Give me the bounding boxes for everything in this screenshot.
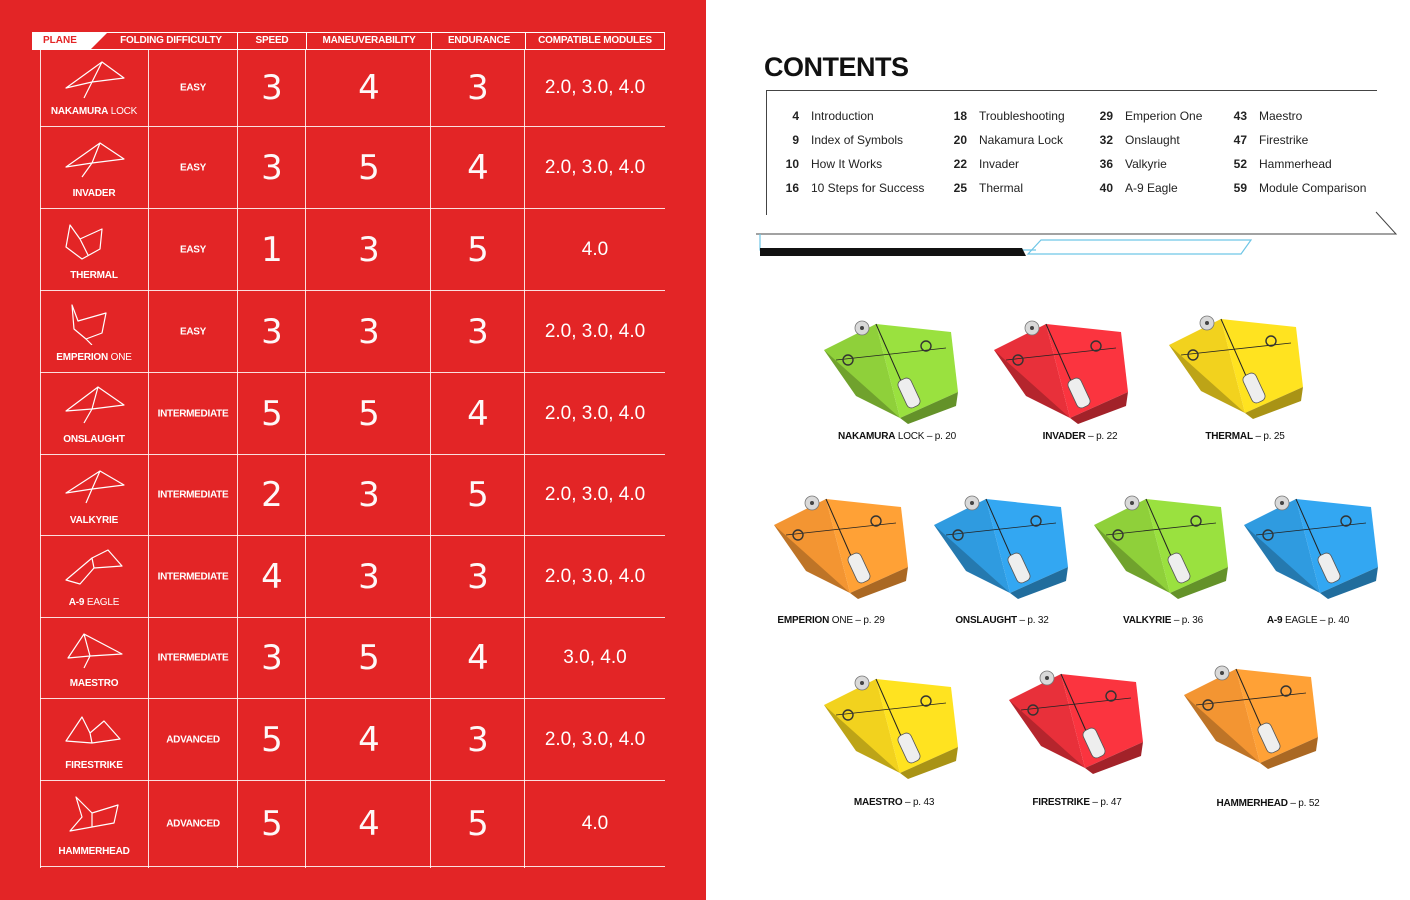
toc-page-number: 20 — [953, 133, 967, 147]
endurance-rating: 5 — [467, 229, 489, 270]
toc-page-number: 18 — [953, 109, 967, 123]
plane-cell — [40, 291, 148, 372]
plane-cell — [40, 455, 148, 535]
caption-plane-name: VALKYRIE — [1123, 615, 1172, 626]
toc-page-number: 32 — [1099, 133, 1113, 147]
plane-name — [40, 106, 148, 117]
table-row — [40, 50, 665, 127]
speed-rating: 3 — [261, 68, 283, 108]
toc-entry[interactable] — [1225, 181, 1366, 195]
compatible-modules: 2.0, 3.0, 4.0 — [544, 156, 646, 178]
plane-photo — [766, 485, 936, 600]
compatible-modules: 2.0, 3.0, 4.0 — [544, 77, 646, 98]
plane-cell — [40, 536, 148, 617]
maneuverability-rating: 5 — [358, 638, 380, 678]
caption-plane-name: HAMMERHEAD — [1216, 798, 1288, 809]
plane-name-main: A-9 — [68, 597, 85, 608]
plane-photo — [1236, 485, 1406, 600]
toc-label: Maestro — [1259, 109, 1303, 123]
plane-photo — [926, 485, 1096, 600]
compatible-modules: 2.0, 3.0, 4.0 — [544, 565, 646, 587]
table-row — [40, 209, 665, 291]
endurance-rating: 3 — [467, 68, 489, 108]
toc-entry[interactable] — [1091, 133, 1180, 147]
paper-plane-icon — [62, 137, 126, 181]
endurance-rating: 5 — [467, 803, 489, 844]
maneuverability-rating: 4 — [358, 68, 380, 108]
toc-page-number: 29 — [1099, 109, 1113, 123]
speed-rating: 5 — [261, 393, 283, 434]
toc-entry[interactable] — [1091, 181, 1178, 195]
speed-rating: 5 — [261, 803, 283, 844]
caption-plane-name: ONSLAUGHT — [955, 615, 1017, 626]
toc-entry[interactable] — [945, 157, 1019, 171]
caption-page-ref: – p. 22 — [1085, 431, 1118, 442]
toc-label: Invader — [979, 157, 1020, 171]
plane-photo — [1001, 660, 1171, 775]
plane-photo — [816, 310, 986, 425]
contents-title: CONTENTS — [764, 52, 909, 82]
folding-difficulty: INTERMEDIATE — [157, 652, 229, 664]
table-of-contents — [766, 90, 1377, 215]
paper-airplane-illustration — [1161, 305, 1311, 420]
folding-difficulty: INTERMEDIATE — [157, 408, 229, 419]
folding-difficulty: ADVANCED — [166, 734, 220, 745]
compatible-modules: 2.0, 3.0, 4.0 — [544, 320, 646, 342]
maneuverability-rating: 5 — [358, 147, 380, 188]
paper-plane-icon — [62, 301, 126, 345]
table-row — [40, 699, 665, 781]
speed-rating: 3 — [261, 311, 283, 352]
header-difficulty: FOLDING DIFFICULTY — [120, 35, 222, 46]
toc-entry[interactable] — [945, 133, 1063, 147]
plane-cell — [40, 618, 148, 698]
plane-name-main: VALKYRIE — [69, 515, 119, 526]
plane-name-main: HAMMERHEAD — [58, 846, 130, 857]
paper-airplane-illustration — [1176, 655, 1326, 770]
plane-cell — [40, 50, 148, 126]
plane-name — [40, 597, 148, 608]
toc-page-number: 9 — [792, 133, 799, 147]
plane-name-suffix: LOCK — [108, 106, 138, 117]
toc-label: Valkyrie — [1125, 157, 1167, 171]
paper-airplane-illustration — [1086, 485, 1236, 600]
caption-plane-name: FIRESTRIKE — [1032, 797, 1090, 808]
toc-entry[interactable] — [1091, 109, 1202, 123]
paper-plane-icon — [62, 465, 126, 509]
caption-page-ref: – p. 25 — [1252, 431, 1285, 442]
maneuverability-rating: 3 — [358, 229, 380, 270]
toc-entry[interactable] — [945, 109, 1065, 123]
paper-airplane-illustration — [816, 665, 966, 780]
plane-name — [40, 188, 148, 199]
toc-label: A-9 Eagle — [1125, 181, 1178, 195]
header-maneuverability: MANEUVERABILITY — [322, 35, 416, 46]
caption-name-suffix: LOCK — [895, 431, 925, 442]
plane-name-suffix: ONE — [108, 352, 132, 363]
compatible-modules: 2.0, 3.0, 4.0 — [544, 484, 646, 505]
plane-photo — [1176, 655, 1346, 770]
caption-page-ref: – p. 32 — [1016, 615, 1049, 626]
table-row — [40, 781, 665, 867]
toc-page-number: 25 — [953, 181, 967, 195]
header-modules: COMPATIBLE MODULES — [538, 35, 652, 46]
toc-label: 10 Steps for Success — [811, 181, 925, 195]
table-row — [40, 455, 665, 536]
toc-label: Firestrike — [1259, 133, 1309, 147]
toc-label: Emperion One — [1125, 109, 1203, 123]
toc-entry[interactable] — [1225, 133, 1308, 147]
table-row — [40, 536, 665, 618]
endurance-rating: 4 — [467, 638, 489, 678]
paper-airplane-illustration — [986, 310, 1136, 425]
table-row — [40, 127, 665, 209]
table-row — [40, 373, 665, 455]
speed-rating: 3 — [261, 638, 283, 678]
toc-entry[interactable] — [1225, 157, 1332, 171]
endurance-rating: 3 — [467, 556, 489, 597]
folding-difficulty: EASY — [179, 162, 207, 173]
toc-page-number: 52 — [1233, 157, 1247, 171]
decorative-stripes — [756, 210, 1406, 260]
toc-entry[interactable] — [945, 181, 1023, 195]
plane-name-main: INVADER — [72, 188, 116, 199]
caption-page-ref: – p. 20 — [924, 431, 957, 442]
compatible-modules: 4.0 — [581, 812, 609, 834]
caption-plane-name: A-9 — [1266, 615, 1283, 626]
endurance-rating: 4 — [467, 393, 489, 434]
toc-label: Nakamura Lock — [979, 133, 1064, 147]
plane-photo — [986, 310, 1156, 425]
caption-plane-name: MAESTRO — [853, 797, 903, 808]
toc-entry[interactable] — [777, 157, 882, 171]
plane-caption[interactable] — [1150, 431, 1340, 442]
header-endurance: ENDURANCE — [447, 35, 511, 46]
folding-difficulty: ADVANCED — [166, 818, 220, 829]
paper-plane-icon — [62, 628, 126, 672]
toc-page-number: 22 — [953, 157, 967, 171]
header-speed: SPEED — [255, 35, 289, 46]
folding-difficulty: EASY — [179, 82, 207, 94]
toc-label: Module Comparison — [1259, 181, 1367, 195]
speed-rating: 3 — [261, 147, 283, 188]
plane-name-main: ONSLAUGHT — [63, 434, 125, 445]
toc-label: Hammerhead — [1259, 157, 1332, 171]
compatible-modules: 2.0, 3.0, 4.0 — [544, 402, 646, 424]
caption-page-ref: – p. 52 — [1287, 798, 1320, 809]
plane-caption[interactable] — [799, 797, 989, 808]
caption-page-ref: – p. 43 — [902, 797, 935, 808]
header-plane: PLANE — [33, 33, 91, 49]
folding-difficulty: EASY — [179, 244, 207, 255]
folding-difficulty: INTERMEDIATE — [157, 571, 229, 582]
paper-plane-icon — [62, 219, 126, 263]
maneuverability-rating: 3 — [358, 475, 380, 515]
table-header — [32, 32, 665, 50]
toc-label: Index of Symbols — [811, 133, 904, 147]
paper-plane-icon — [62, 709, 126, 753]
plane-name — [40, 846, 148, 857]
folding-difficulty: INTERMEDIATE — [157, 489, 229, 501]
caption-name-suffix: ONE — [829, 615, 853, 626]
plane-name-main: NAKAMURA — [50, 106, 109, 117]
plane-name — [40, 678, 148, 689]
compatible-modules: 4.0 — [581, 238, 609, 260]
maneuverability-rating: 3 — [358, 556, 380, 597]
compatible-modules: 2.0, 3.0, 4.0 — [544, 728, 646, 750]
speed-rating: 2 — [261, 475, 283, 515]
toc-page-number: 59 — [1233, 181, 1247, 195]
paper-plane-icon — [62, 793, 126, 837]
maneuverability-rating: 4 — [358, 719, 380, 760]
maneuverability-rating: 4 — [358, 803, 380, 844]
paper-plane-icon — [62, 546, 126, 590]
endurance-rating: 5 — [467, 475, 489, 515]
plane-name — [40, 515, 148, 526]
toc-page-number: 4 — [792, 109, 799, 123]
caption-name-suffix: EAGLE — [1282, 615, 1318, 626]
caption-plane-name: EMPERION — [777, 615, 830, 626]
plane-cell — [40, 373, 148, 454]
toc-page-number: 36 — [1099, 157, 1113, 171]
toc-entry[interactable] — [1091, 157, 1167, 171]
toc-label: Onslaught — [1125, 133, 1180, 147]
toc-label: How It Works — [811, 157, 883, 171]
plane-cell — [40, 209, 148, 290]
paper-airplane-illustration — [816, 310, 966, 425]
plane-caption[interactable] — [982, 797, 1172, 808]
plane-name-suffix: EAGLE — [84, 597, 120, 608]
toc-entry[interactable] — [777, 133, 903, 147]
toc-page-number: 40 — [1099, 181, 1113, 195]
plane-caption[interactable] — [1213, 615, 1403, 626]
plane-photo — [1086, 485, 1256, 600]
toc-entry[interactable] — [777, 181, 924, 195]
plane-name-main: MAESTRO — [69, 678, 119, 689]
endurance-rating: 3 — [467, 311, 489, 352]
caption-page-ref: – p. 47 — [1089, 797, 1122, 808]
table-row — [40, 618, 665, 699]
plane-photo — [1161, 305, 1331, 420]
maneuverability-rating: 5 — [358, 393, 380, 434]
toc-entry[interactable] — [777, 109, 874, 123]
plane-name-main: EMPERION — [56, 352, 109, 363]
plane-name — [40, 434, 148, 445]
plane-caption[interactable] — [736, 615, 926, 626]
paper-airplane-illustration — [1001, 660, 1151, 775]
plane-cell — [40, 781, 148, 866]
plane-caption[interactable] — [802, 431, 992, 442]
paper-airplane-illustration — [926, 485, 1076, 600]
maneuverability-rating: 3 — [358, 311, 380, 352]
speed-rating: 5 — [261, 719, 283, 760]
plane-name-main: THERMAL — [70, 270, 118, 281]
paper-airplane-illustration — [766, 485, 916, 600]
plane-name — [40, 760, 148, 771]
endurance-rating: 4 — [467, 147, 489, 188]
toc-page-number: 16 — [785, 181, 799, 195]
caption-plane-name: NAKAMURA — [837, 431, 896, 442]
paper-airplane-illustration — [1236, 485, 1386, 600]
toc-page-number: 43 — [1233, 109, 1247, 123]
caption-page-ref: – p. 36 — [1171, 615, 1203, 626]
caption-page-ref: – p. 29 — [852, 615, 885, 626]
plane-name — [40, 352, 148, 363]
caption-plane-name: THERMAL — [1205, 431, 1253, 442]
folding-difficulty: EASY — [179, 326, 207, 337]
plane-name — [40, 270, 148, 281]
paper-plane-icon — [62, 58, 126, 102]
caption-plane-name: INVADER — [1042, 431, 1086, 442]
toc-label: Thermal — [979, 181, 1024, 195]
contents-page — [706, 0, 1410, 900]
toc-page-number: 47 — [1233, 133, 1247, 147]
plane-cell — [40, 699, 148, 780]
toc-entry[interactable] — [1225, 109, 1302, 123]
plane-caption[interactable] — [985, 431, 1175, 442]
plane-photo — [816, 665, 986, 780]
speed-rating: 4 — [261, 556, 283, 597]
plane-name-main: FIRESTRIKE — [65, 760, 123, 771]
caption-page-ref: – p. 40 — [1317, 615, 1350, 626]
toc-page-number: 10 — [785, 157, 799, 171]
speed-rating: 1 — [261, 229, 283, 270]
plane-cell — [40, 127, 148, 208]
toc-label: Introduction — [811, 109, 874, 123]
plane-caption[interactable] — [1173, 798, 1363, 809]
table-row — [40, 291, 665, 373]
compatible-modules: 3.0, 4.0 — [563, 647, 627, 668]
endurance-rating: 3 — [467, 719, 489, 760]
toc-label: Troubleshooting — [979, 109, 1065, 123]
paper-plane-icon — [62, 383, 126, 427]
